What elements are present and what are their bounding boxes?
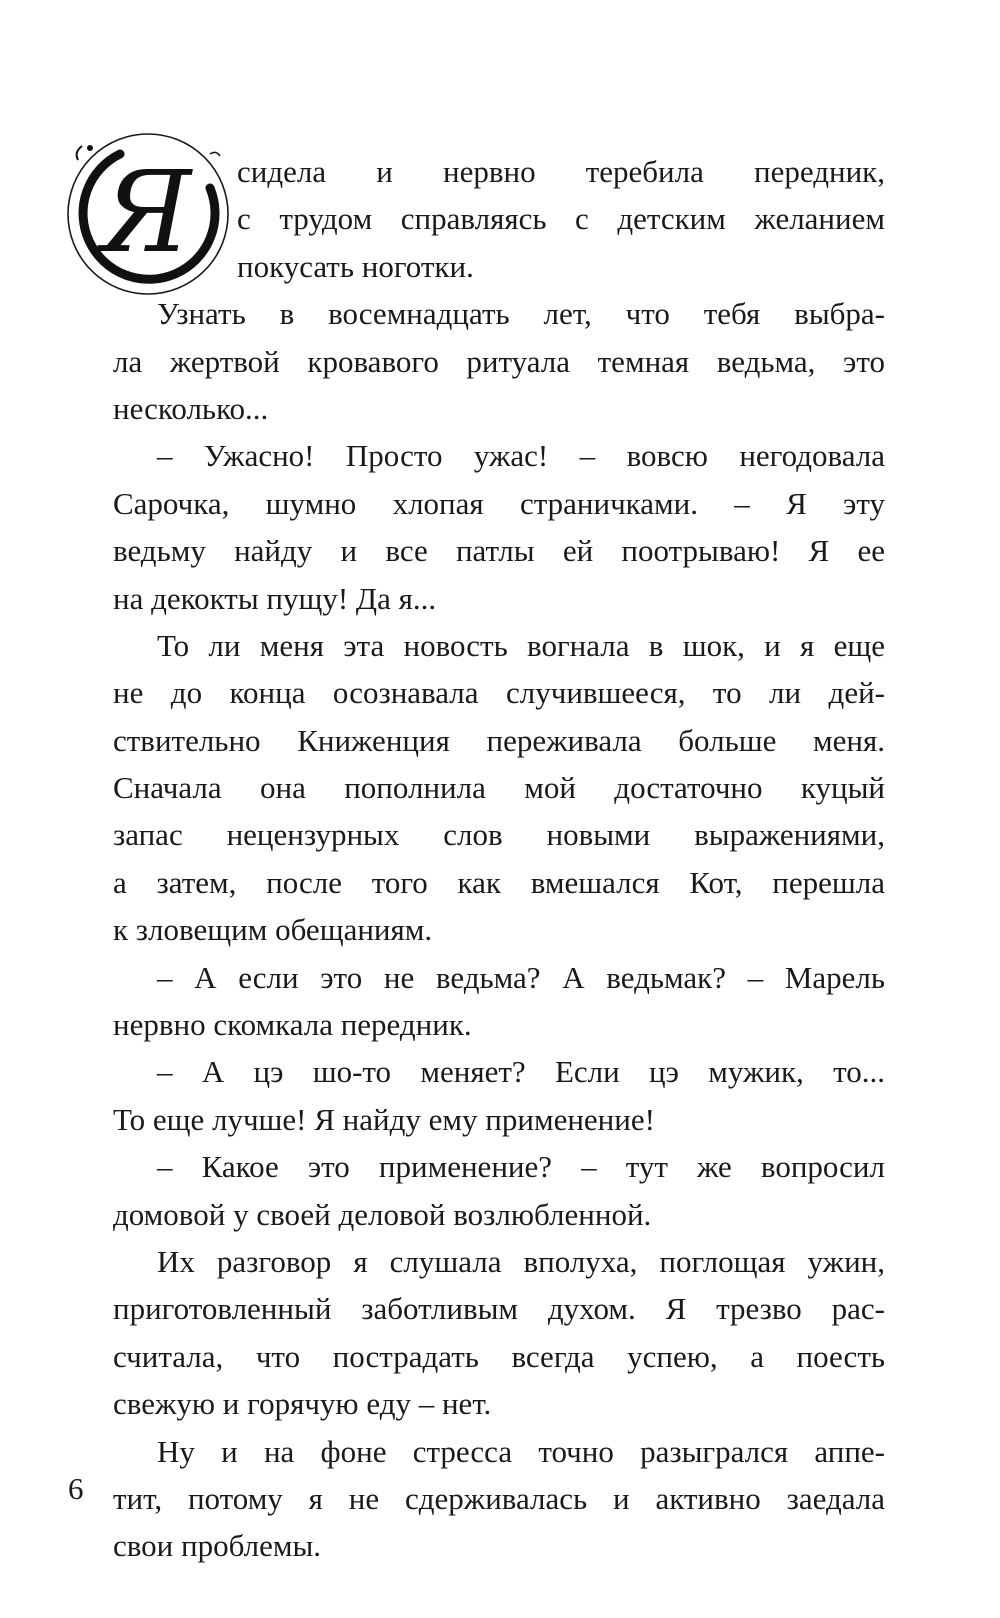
text-line: свежую и горячую еду – нет. — [113, 1386, 492, 1422]
text-line: Узнать в восемнадцать лет, что тебя выбра- — [157, 296, 885, 332]
text-line: Их разговор я слушала вполуха, поглощая ужин, — [157, 1243, 885, 1279]
page-number: 6 — [68, 1471, 84, 1506]
text-line: на декокты пущу! Да я... — [113, 580, 437, 616]
text-line: не до конца осознавала случившееся, то ли дей- — [113, 675, 885, 711]
text-line: запас нецензурных слов новыми выражениями, — [113, 817, 885, 853]
text-line: нервно скомкала передник. — [113, 1007, 472, 1043]
text-line: ла жертвой кровавого ритуала темная ведьма, это — [113, 343, 885, 379]
text-line: – Какое это применение? – тут же вопросил — [157, 1149, 885, 1185]
text-line: а затем, после того как вмешался Кот, перешла — [113, 864, 885, 900]
text-line: приготовленный заботливым духом. Я трезво рас- — [113, 1291, 885, 1327]
drop-cap-letter: Я — [100, 148, 192, 278]
text-line: Сарочка, шумно хлопая страничками. – Я эту — [113, 485, 885, 521]
text-line: тит, потому я не сдерживалась и активно заедала — [113, 1480, 885, 1516]
body-text — [113, 148, 885, 1570]
text-line: ствительно Книженция переживала больше меня. — [113, 722, 885, 758]
text-line: То еще лучше! Я найду ему применение! — [113, 1101, 655, 1137]
text-line: домовой у своей деловой возлюбленной. — [113, 1196, 652, 1232]
text-line: сидела и нервно теребила передник, — [237, 154, 885, 189]
text-line: свои проблемы. — [113, 1528, 322, 1564]
text-line: То ли меня эта новость вогнала в шок, и я еще — [157, 627, 885, 663]
text-line: Сначала она пополнила мой достаточно куцый — [113, 770, 885, 806]
text-line: покусать ноготки. — [237, 248, 474, 284]
text-line: несколько... — [113, 390, 269, 426]
text-line: – А если это не ведьма? А ведьмак? – Марель — [157, 959, 885, 995]
text-line: к зловещим обещаниям. — [113, 912, 433, 948]
text-line: с трудом справляясь с детским желанием — [237, 201, 885, 237]
text-line: – А цэ шо-то меняет? Если цэ мужик, то... — [157, 1054, 885, 1090]
text-line: считала, что пострадать всегда успею, а поесть — [113, 1338, 885, 1374]
text-line: ведьму найду и все патлы ей поотрываю! Я ее — [113, 533, 885, 569]
text-line: – Ужасно! Просто ужас! – вовсю негодовала — [157, 438, 885, 474]
text-line: Ну и на фоне стресса точно разыгрался аппе- — [157, 1433, 885, 1469]
